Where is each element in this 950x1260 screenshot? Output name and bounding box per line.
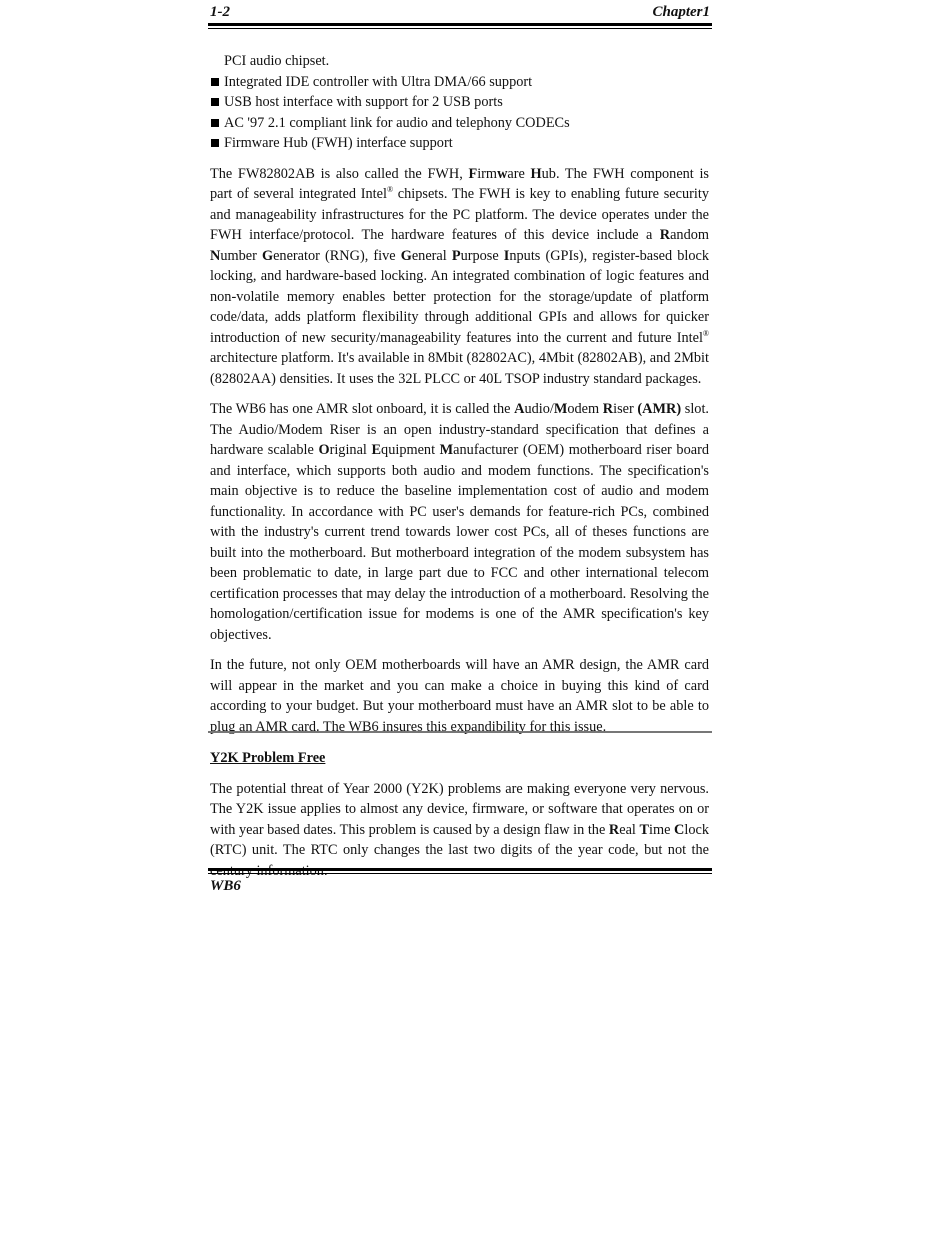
- fwh-paragraph: The FW82802AB is also called the FWH, Firmware Hub. The FWH component is part of several integrated Intel® chipsets. The FWH is key to enabling future security and manageability infrastructures for the PC platform. The device operates under the FWH interface/protocol. The hardware features of this device include a Random Number Generator (RNG), five General Purpose Inputs (GPIs), register-based block locking, and hardware-based locking. An integrated combination of logic features and non-volatile memory enables better protection for the storage/update of platform code/data, adds platform flexibility through additional GPIs and allows for quicker introduction of new security/manageability features into the current and future Intel® architecture platform. It's available in 8Mbit (82802AC), 4Mbit (82802AB), and 2Mbit (82802AA) densities. It uses the 32L PLCC or 40L TSOP industry standard packages.: [210, 165, 709, 387]
- y2k-heading: Y2K Problem Free: [210, 750, 326, 766]
- footer-rule: [208, 868, 712, 874]
- footer-label: WB6: [210, 878, 241, 894]
- list-item: AC '97 2.1 compliant link for audio and telephony CODECs: [210, 113, 709, 134]
- list-item: Integrated IDE controller with Ultra DMA/66 support: [210, 72, 709, 93]
- page-number: 1-2: [210, 4, 230, 20]
- future-paragraph: In the future, not only OEM motherboards will have an AMR design, the AMR card will appear in the market and you can make a choice in buying this kind of card according to your budget. But your motherboard must have an AMR slot to be able to plug an AMR card. The WB6 insures this expandibility for this issue.: [210, 657, 709, 735]
- body-text: [210, 51, 709, 747]
- feature-list: [210, 72, 709, 154]
- square-bullet-icon: [211, 139, 219, 147]
- square-bullet-icon: [211, 98, 219, 106]
- list-item: Firmware Hub (FWH) interface support: [210, 133, 709, 154]
- page-header: [210, 4, 710, 24]
- list-item: USB host interface with support for 2 USB ports: [210, 92, 709, 113]
- chapter-label: Chapter1: [652, 4, 710, 20]
- square-bullet-icon: [211, 119, 219, 127]
- list-continuation: PCI audio chipset.: [224, 53, 330, 69]
- y2k-paragraph: The potential threat of Year 2000 (Y2K) problems are making everyone very nervous. The Y2K issue applies to almost any device, firmware, or software that operates on or with year based dates. This problem is caused by a design flaw in the Real Time Clock (RTC) unit. The RTC only changes the last two digits of the year code, but not the century information.: [210, 780, 709, 879]
- square-bullet-icon: [211, 78, 219, 86]
- amr-paragraph: The WB6 has one AMR slot onboard, it is called the Audio/Modem Riser (AMR) slot. The Audio/Modem Riser is an open industry-standard specification that defines a hardware scalable Original Equipment Manufacturer (OEM) motherboard riser board and interface, which supports both audio and modem functions. The specification's main objective is to reduce the baseline implementation cost of audio and modem functionality. In accordance with PC user's demands for feature-rich PCs, combined with the industry's current trend towards lower cost PCs, all of theses functions are built into the motherboard. But motherboard integration of the modem subsystem has been problematic to date, in large part due to FCC and other international telecom certification processes that may delay the introduction of a motherboard. Resolving the homologation/certification issue for modems is one of the AMR specification's key objectives.: [210, 401, 709, 643]
- section-divider: [208, 731, 712, 733]
- header-rule: [208, 23, 712, 29]
